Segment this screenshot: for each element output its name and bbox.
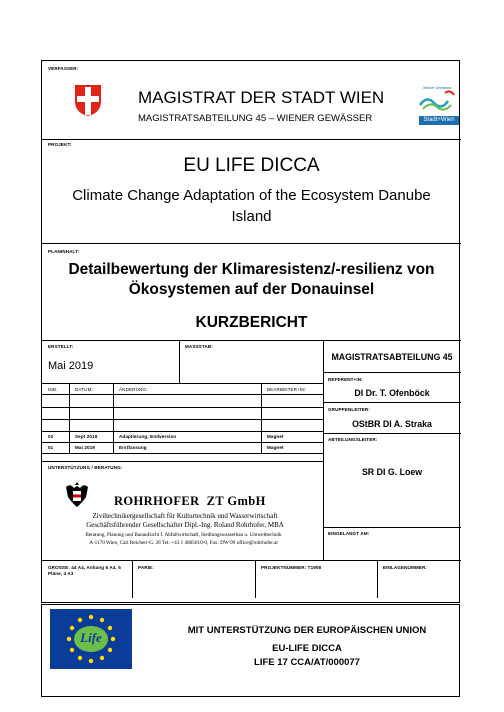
life-logo-text: Life (80, 630, 102, 645)
planinhalt-label: PLANINHALT: (48, 249, 80, 254)
massstab-label: MASSSTAB: (185, 344, 213, 349)
eu-life-logo (50, 609, 132, 669)
row-ind: 01 (48, 445, 54, 450)
abteilungsleiter-label: ABTEILUNGSLEITER: (328, 437, 378, 442)
row-bearbeiter: Magnet (267, 445, 284, 450)
company-line3: Beratung, Planung und Bauaufsicht f. Abfallwirtschaft, Siedlungswasserbau u. Umwelttechnik (85, 532, 282, 538)
row-aenderung: Erstfassung (119, 445, 147, 450)
austrian-eagle-icon (64, 479, 90, 509)
planinhalt-title-line2: Ökosystemen auf der Donauinsel (128, 281, 375, 298)
eu-line3: LIFE 17 CCA/AT/000077 (254, 657, 360, 668)
erstellt-label: ERSTELLT: (48, 344, 74, 349)
referent-label: REFERENT+IN: (328, 377, 363, 382)
document-frame (41, 60, 460, 603)
erstellt-value: Mai 2019 (48, 360, 94, 372)
company-name: ROHRHOFER ZT GmbH (114, 494, 266, 508)
planinhalt-kurzbericht: KURZBERICHT (195, 314, 308, 331)
company-line1: Ziviltechnikergesellschaft für Kulturtechnik und Wasserwirtschaft (92, 512, 278, 520)
eu-box (41, 604, 460, 697)
projekt-subtitle: Climate Change Adaptation of the Ecosystem Danube Island (72, 187, 431, 225)
referent-value: DI Dr. T. Ofenböck (354, 388, 430, 398)
vienna-coat-of-arms (74, 83, 102, 117)
stadt-wien-label: Stadt+Wien (419, 116, 459, 125)
verfasser-org: MAGISTRAT DER STADT WIEN (138, 88, 385, 107)
projektnummer-label: PROJEKTNUMMER: T1908 (261, 565, 322, 570)
wave-logo-icon (417, 87, 459, 115)
projekt-title: EU LIFE DICCA (183, 155, 320, 176)
company-line4: A-1170 Wien, Carl Reichert-G. 28 Tel: +43 1 4805010-0, Fax: DW-99 office@rohrhofer.at (89, 540, 278, 546)
row-ind: 02 (48, 434, 54, 439)
bearbeiter-header: BEARBEITER+IN: (267, 387, 307, 392)
groesse-label: GROSSE: 44 A4, Anhang 6 A4, 5 Pläne, 4 A3 (48, 565, 121, 576)
planinhalt-title-line1: Detailbewertung der Klimaresistenz/-resilienz von (68, 261, 435, 278)
gruppenleiter-label: GRUPPENLEITER: (328, 407, 370, 412)
verfasser-dept: MAGISTRATSABTEILUNG 45 – WIENER GEWÄSSER (138, 113, 373, 124)
parie-label: PARIE: (138, 565, 154, 570)
datum-header: DATUM: (75, 387, 93, 392)
company-line2: Geschäftsführender Gesellschafter Dipl.-Ing. Roland Rohrhofer, MBA (86, 521, 284, 529)
row-aenderung: Adaptierung; Endversion (119, 434, 177, 439)
verfasser-label: VERFASSER: (48, 66, 79, 71)
eu-line2: EU-LIFE DICCA (272, 643, 342, 654)
eu-line1: MIT UNTERSTÜTZUNG DER EUROPÄISCHEN UNION (187, 625, 427, 636)
right-ma: MAGISTRATSABTEILUNG 45 (331, 352, 453, 362)
row-datum: Sept 2019 (75, 434, 98, 439)
projekt-label: PROJEKT: (48, 142, 72, 147)
abteilungsleiter-value: SR DI G. Loew (361, 467, 423, 477)
row-datum: Mai 2019 (75, 445, 95, 450)
aenderung-header: ÄNDERUNG: (119, 387, 148, 392)
einlagenummer-label: EINLAGENUMMER: (383, 565, 428, 570)
stadt-wien-logo: Wiener Gewässer Stadt+Wien (417, 83, 459, 127)
row-bearbeiter: Magnet (267, 434, 284, 439)
gruppenleiter-value: OStBR DI A. Straka (352, 419, 432, 429)
eingelangt-label: EINGELANGT AM: (328, 531, 370, 536)
ind-header: IND. (48, 387, 58, 392)
unterstuetzung-label: UNTERSTÜTZUNG / BERATUNG: (48, 465, 123, 470)
